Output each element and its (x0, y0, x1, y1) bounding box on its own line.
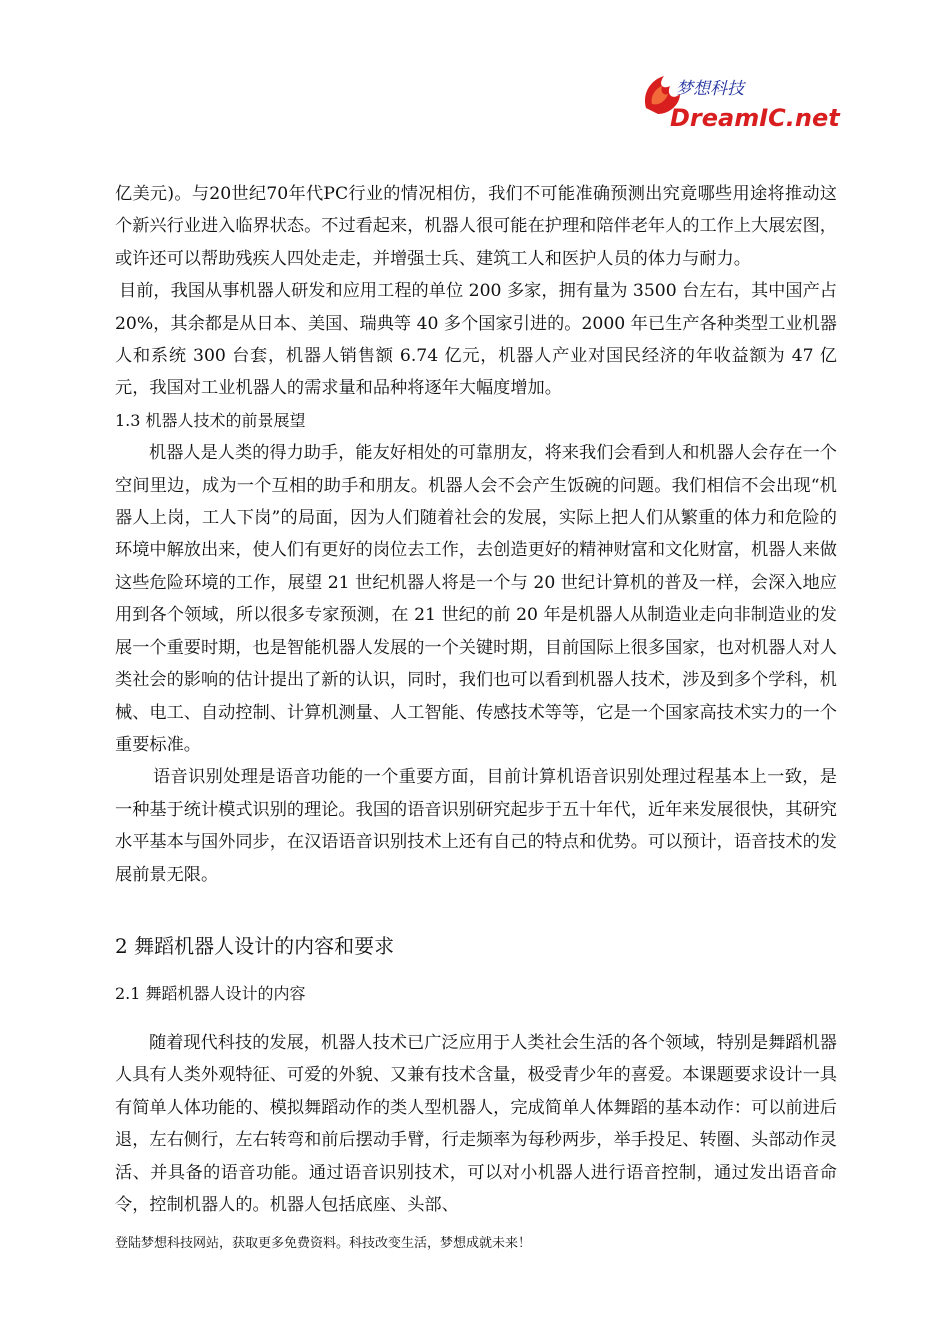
dreamic-logo (640, 64, 840, 136)
chapter-heading-2: 2 舞蹈机器人设计的内容和要求 (115, 933, 395, 958)
paragraph-3: 机器人是人类的得力助手，能友好相处的可靠朋友，将来我们会看到人和机器人会存在一个空间里边，成为一个互相的助手和朋友。机器人会不会产生饭碗的问题。我们相信不会出现“机器人上岗，工人下岗”的局面，因为人们随着社会的发展，实际上把人们从繁重的体力和危险的环境中解放出来，使人们有更好的岗位去工作，去创造更好的精神财富和文化财富，机器人来做这些危险环境的工作，展望 21 世纪机器人将是一个与 20 世纪计算机的普及一样，会深入地应用到各个领域，所以很多专家预测，在 21 世纪的前 20 年是机器人从制造业走向非制造业的发展一个重要时期，也是智能机器人发展的一个关键时期，目前国际上很多国家，也对机器人对人类社会的影响的估计提出了新的认识，同时，我们也可以看到机器人技术，涉及到多个学科，机械、电工、自动控制、计算机测量、人工智能、传感技术等等，它是一个国家高技术实力的一个重要标准。 (115, 443, 837, 755)
section-heading-1-3: 1.3 机器人技术的前景展望 (115, 410, 306, 430)
paragraph-2: 目前，我国从事机器人研发和应用工程的单位 200 多家，拥有量为 3500 台左右，其中国产占 20%，其余都是从日本、美国、瑞典等 40 多个国家引进的。2000 年已生产各种类型工业机器人和系统 300 台套，机器人销售额 6.74 亿元，机器人产业对国民经济的年收益额为 47 亿元，我国对工业机器人的需求量和品种将逐年大幅度增加。 (115, 281, 837, 399)
logo-bottom-text: DreamIC.net (670, 104, 840, 132)
paragraph-5: 随着现代科技的发展，机器人技术已广泛应用于人类社会生活的各个领域，特别是舞蹈机器人具有人类外观特征、可爱的外貌、又兼有技术含量，极受青少年的喜爱。本课题要求设计一具有简单人体功能的、模拟舞蹈动作的类人型机器人，完成简单人体舞蹈的基本动作：可以前进后退，左右侧行，左右转弯和前后摆动手臂，行走频率为每秒两步，举手投足、转圈、头部动作灵活、并具备的语音功能。通过语音识别技术，可以对小机器人进行语音控制，通过发出语音命令，控制机器人的。机器人包括底座、头部、 (115, 1032, 837, 1215)
page-footer: 登陆梦想科技网站，获取更多免费资料。科技改变生活，梦想成就未来！ (115, 1236, 532, 1251)
paragraph-4: 语音识别处理是语音功能的一个重要方面，目前计算机语音识别处理过程基本上一致，是一种基于统计模式识别的理论。我国的语音识别研究起步于五十年代，近年来发展很快，其研究水平基本与国外同步，在汉语语音识别技术上还有自己的特点和优势。可以预计，语音技术的发展前景无限。 (115, 767, 837, 885)
document-body (115, 178, 837, 1221)
logo-top-text: 梦想科技 (676, 79, 744, 99)
section-heading-2-1: 2.1 舞蹈机器人设计的内容 (115, 983, 306, 1003)
paragraph-1: 亿美元)。与20世纪70年代PC行业的情况相仿，我们不可能准确预测出究竟哪些用途将推动这个新兴行业进入临界状态。不过看起来，机器人很可能在护理和陪伴老年人的工作上大展宏图，或许还可以帮助残疾人四处走走，并增强士兵、建筑工人和医护人员的体力与耐力。 (115, 184, 837, 269)
logo-graphic (640, 64, 840, 136)
